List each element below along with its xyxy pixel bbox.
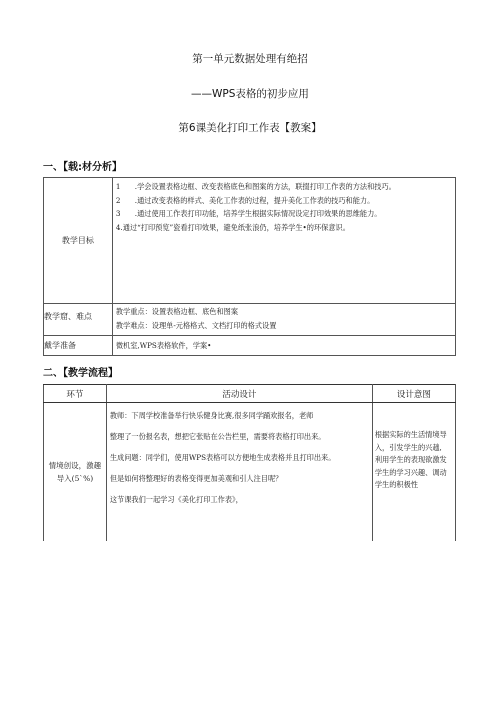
intent-text: 根据实际的生活情境导入，引发学生的兴趉,利用学生的表现欲激发学生的学习兴趣、调动学生的积极性 [374, 430, 447, 489]
lesson-title: 第6课美化打印工作表【教案】 [178, 122, 322, 134]
activity-line: 生成问题：同学们，使用WPS表格可以方便地生成表格并且打印出来。 [109, 453, 336, 462]
table-row [44, 304, 456, 336]
column-header-stage: 环节 [44, 385, 107, 403]
stage-cell: 情境创设，激趣导入(5`%) [44, 403, 107, 541]
process-table [43, 384, 456, 541]
materials-table [43, 177, 456, 356]
list-item: 3 .通过使用工作表打印功能，培养学生根据实际情况设定打印效果的思维能力。 [115, 209, 382, 218]
list-item: 教学难点：设理单-元格格式、文档打印的格式设置 [115, 320, 277, 330]
row-label-preparation: 戴学准备 [44, 336, 113, 356]
column-header-activity: 活动设计 [106, 385, 372, 403]
unit-title: 第一单元数据处理有绝招 [192, 53, 308, 65]
row-label-key-points: 教学窟、难点 [44, 304, 113, 336]
intent-cell [372, 403, 455, 541]
objectives-content [112, 178, 455, 304]
section-heading-materials: 一、【载:材分析】 [43, 162, 122, 173]
list-item: 教学重点：设置表格边框、底色和图案 [115, 307, 239, 316]
table-header-row [44, 385, 456, 403]
column-header-intent: 设计意图 [372, 385, 455, 403]
table-row [44, 403, 456, 541]
list-item: 4.通过“打印预览”瓷看打印效果，避免纸张浪仍，培养学生•的环保意识。 [115, 222, 350, 232]
row-label-objectives: 教学目标 [44, 178, 113, 304]
activity-line: 但是如何将整理好的表格变得更加美观和引人注目呢？ [109, 474, 283, 483]
list-item: 微机室,WPS表格软件，学案• [115, 340, 212, 350]
table-row [44, 178, 456, 304]
unit-subtitle: ——WPS表格的初步应用 [191, 88, 309, 100]
activity-line: 教师：下周学校准备举行快乐健身比赛,很多同学踊欢报名，老师 [109, 411, 314, 420]
section-heading-process: 二、【教学流程】 [43, 368, 118, 379]
table-row [44, 336, 456, 356]
activity-line: 这节课我们一起学习《美化打印工作表》， [109, 495, 243, 504]
list-item: 1 .学会设置表格边框、改变表格底色和图案的方法，联掇打印工作表的方法和技巧。 [115, 182, 396, 191]
preparation-content [112, 336, 455, 356]
key-points-content [112, 304, 455, 336]
activity-cell [106, 403, 372, 541]
list-item: 2 .通过改变表格的样式、美化工作表的过程，提升美化工作表的技巧和能力。 [115, 195, 375, 205]
activity-line: 整理了一份报名表，想把它张贴在公告栏里，需要将表格打印出来。 [109, 432, 326, 441]
